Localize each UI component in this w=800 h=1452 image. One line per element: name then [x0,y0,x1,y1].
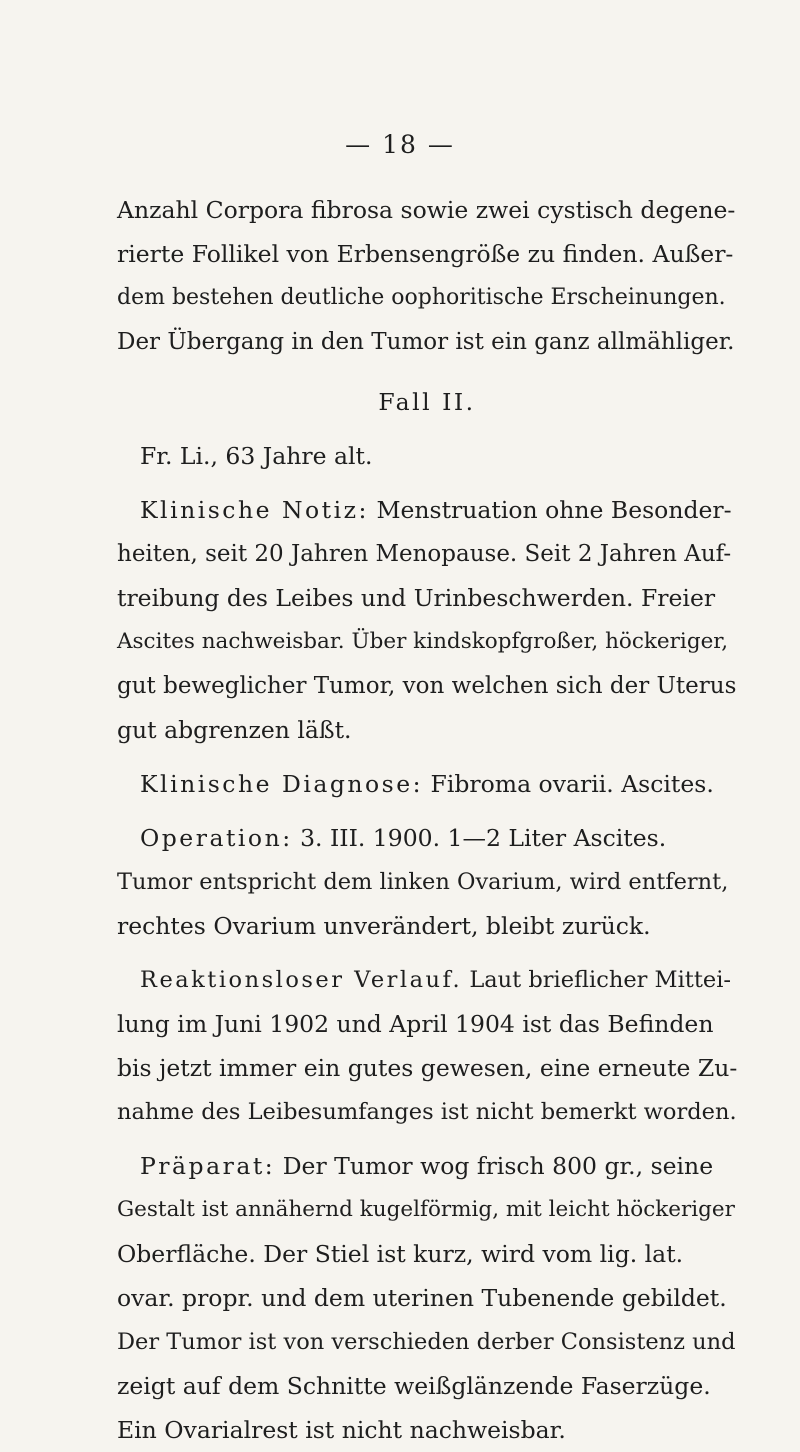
text-line: gut beweglicher Tumor, von welchen sich der Uterus [117,673,737,699]
verlauf-first-line [117,958,737,1002]
text-line: treibung des Leibes und Urinbeschwerden. Freier [117,584,716,612]
text-line: gut abgrenzen läßt. [117,716,352,744]
verlauf-text: Laut brieflicher Mittei- [469,967,731,993]
text-line: Oberfläche. Der Stiel ist kurz, wird vom lig. lat. [117,1240,684,1268]
praeparat-text: Der Tumor wog frisch 800 gr., seine [282,1152,714,1180]
text-line: bis jetzt immer ein gutes gewesen, eine erneute Zu- [117,1054,738,1082]
operation-first-line [117,816,737,860]
praeparat-label: Präparat: [140,1152,276,1180]
klinische-notiz-first-line [117,488,737,532]
text-line: Ascites nachweisbar. Über kindskopfgroßer, höckeriger, [117,629,729,654]
klinische-notiz-text: Menstruation ohne Besonder- [376,496,732,524]
klinische-notiz-label: Klinische Notiz: [140,496,369,524]
text-line: Gestalt ist annähernd kugelförmig, mit leicht höckeriger [117,1197,735,1222]
text-line: heiten, seit 20 Jahren Menopause. Seit 2 Jahren Auf- [117,541,732,567]
klinische-diagnose-label: Klinische Diagnose: [140,770,424,798]
operation-text: 3. III. 1900. 1—2 Liter Ascites. [300,824,667,852]
verlauf-label: Reaktionsloser Verlauf. [140,967,463,993]
text-line: Der Tumor ist von verschieden derber Consistenz und [117,1329,736,1355]
text-line: Anzahl Corpora fibrosa sowie zwei cystisch degene- [117,196,736,224]
praeparat-first-line [117,1144,737,1188]
text-line: Ein Ovarialrest ist nicht nachweisbar. [117,1416,566,1444]
section-heading: Fall II. [378,388,476,416]
text-line: lung im Juni 1902 und April 1904 ist das Befinden [117,1010,714,1038]
text-line: Der Übergang in den Tumor ist ein ganz allmähliger. [117,329,735,355]
text-line: rierte Follikel von Erbensengröße zu finden. Außer- [117,240,734,268]
klinische-diagnose-line [117,762,737,806]
text-line: dem bestehen deutliche oophoritische Erscheinungen. [117,285,726,310]
text-line: zeigt auf dem Schnitte weißglänzende Faserzüge. [117,1372,711,1400]
klinische-diagnose-text: Fibroma ovarii. Ascites. [430,770,714,798]
text-line: rechtes Ovarium unverändert, bleibt zurück. [117,912,651,940]
text-line: ovar. propr. und dem uterinen Tubenende gebildet. [117,1284,727,1312]
patient-line: Fr. Li., 63 Jahre alt. [140,442,373,470]
page-number: — 18 — [345,130,455,159]
body-text [117,188,737,1452]
text-line: nahme des Leibesumfanges ist nicht bemerkt worden. [117,1099,737,1125]
operation-label: Operation: [140,824,293,852]
text-line: Tumor entspricht dem linken Ovarium, wird entfernt, [117,869,729,895]
